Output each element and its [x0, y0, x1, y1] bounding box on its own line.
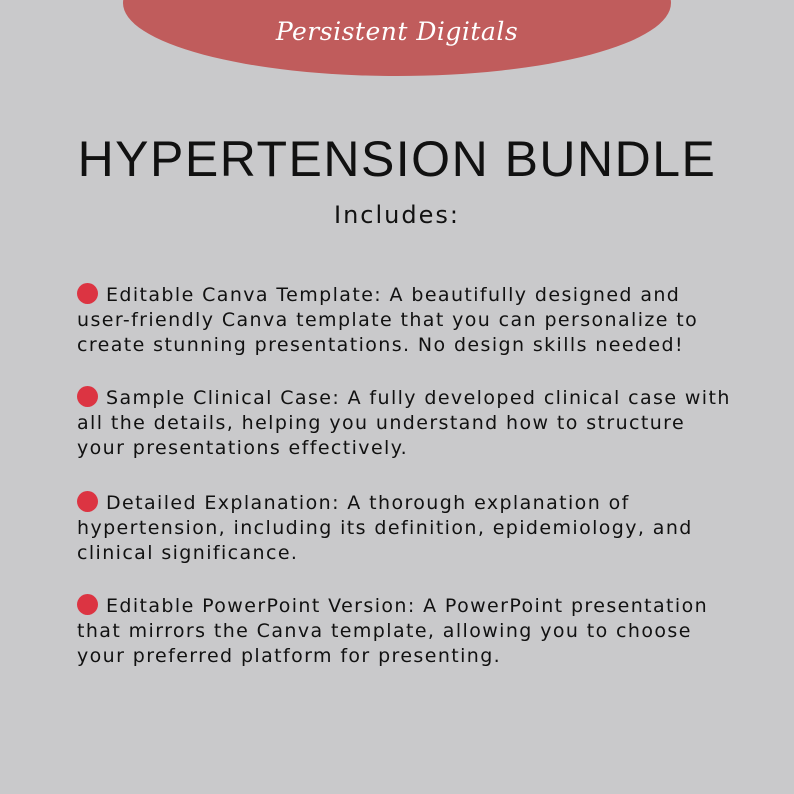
feature-list [77, 283, 737, 697]
page-subtitle: Includes: [334, 201, 460, 229]
feature-text: Sample Clinical Case: A fully developed clinical case with all the details, helping you understand how to structure your presentations effectively. [77, 387, 731, 459]
feature-text: Editable Canva Template: A beautifully designed and user-friendly Canva template that you can personalize to create stunning presentations. No design skills needed! [77, 284, 699, 356]
red-circle-icon [77, 386, 98, 407]
brand-name: Persistent Digitals [275, 17, 519, 46]
feature-item-canva-template [77, 283, 737, 358]
feature-item-powerpoint [77, 594, 737, 669]
red-circle-icon [77, 594, 98, 615]
page-title: HYPERTENSION BUNDLE [77, 131, 717, 187]
red-circle-icon [77, 491, 98, 512]
feature-item-clinical-case [77, 386, 737, 461]
feature-item-explanation [77, 491, 737, 566]
feature-text: Detailed Explanation: A thorough explanation of hypertension, including its definition, epidemiology, and clinical significance. [77, 492, 693, 564]
feature-text: Editable PowerPoint Version: A PowerPoint presentation that mirrors the Canva template, allowing you to choose your preferred platform for presenting. [77, 595, 709, 667]
red-circle-icon [77, 283, 98, 304]
